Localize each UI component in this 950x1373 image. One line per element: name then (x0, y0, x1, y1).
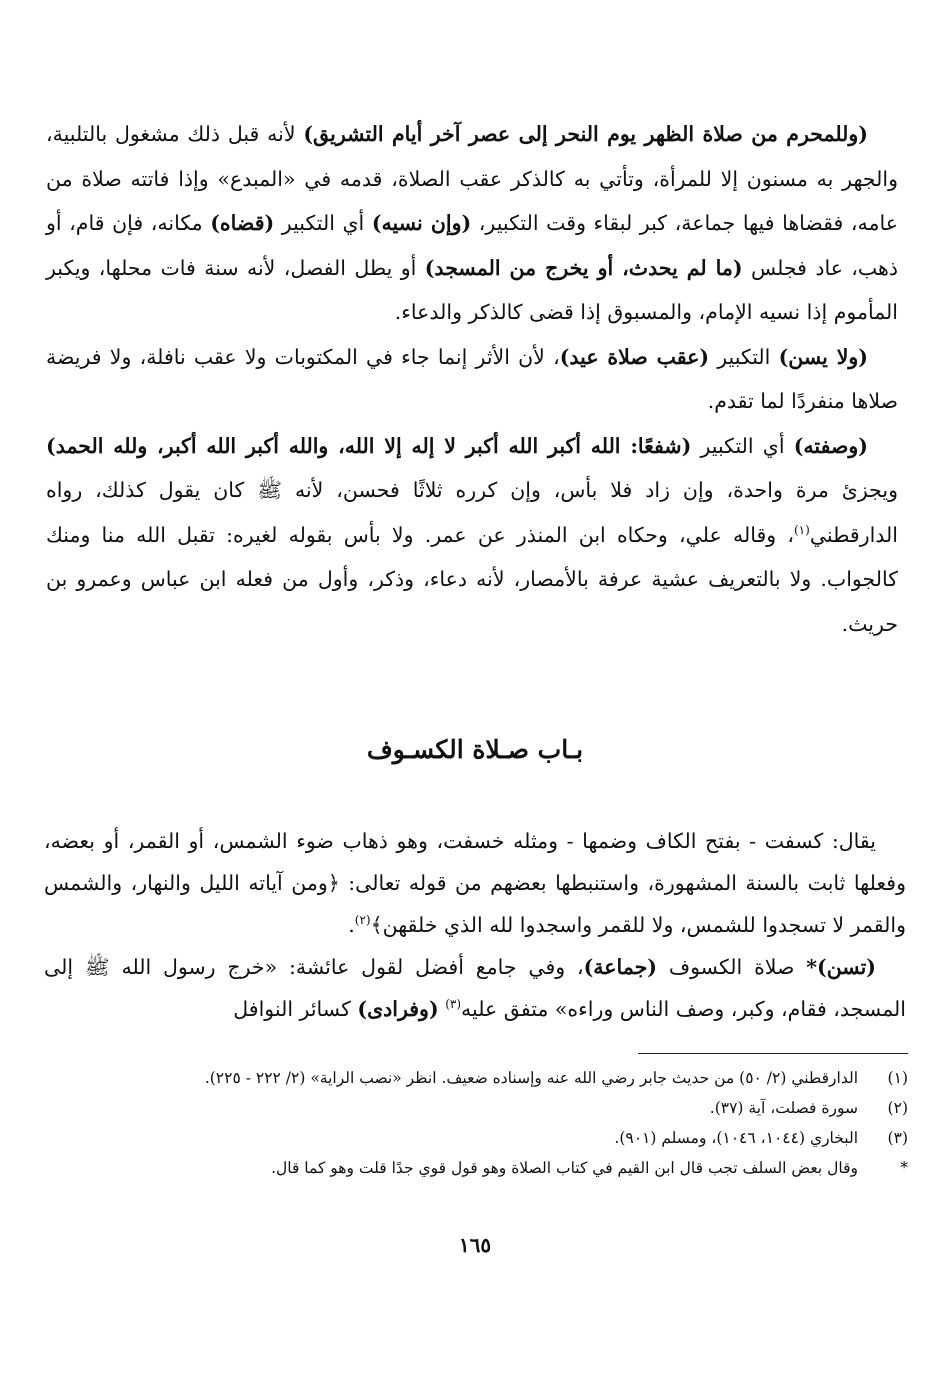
matn-text: (وفرادى) (357, 997, 439, 1021)
commentary-text: ويجزئ مرة واحدة، وإن زاد فلا بأس، وإن كرره ثلاثًا فحسن، لأنه ﷺ كان يقول كذلك، رواه الدارقطني (46, 478, 898, 547)
matn-text: (عقب صلاة عيد) (559, 344, 710, 369)
footnote-reference: (٢) (354, 913, 371, 928)
footnote-text: البخاري (١٠٤٤، ١٠٤٦)، ومسلم (٩٠١). (614, 1129, 858, 1147)
footnote-text: الدارقطني (٢/ ٥٠) من حديث جابر رضي الله عنه وإسناده ضعيف. انظر «نصب الراية» (٢/ ٢٢٢ - ٢٢٥). (204, 1069, 858, 1087)
footnote-reference: (١) (793, 522, 810, 537)
commentary-text: لأنه قبل ذلك مشغول بالتلبية، والجهر به مسنون إلا للمرأة، وتأتي به كالذكر عقب الصلاة، قدمه في «المبدع» وإذا فاتته صلاة من عامه، فقضاها فيها جماعة، كبر لبقاء وقت التكبير، (46, 122, 898, 235)
main-text-block (46, 112, 898, 646)
paragraph (46, 112, 898, 335)
commentary-text: مكانه، فإن قام، أو ذهب، عاد فجلس (46, 211, 898, 280)
commentary-text: أو يطل الفصل، لأنه سنة فات محلها، ويكبر المأموم إذا نسيه الإمام، والمسبوق إذا قضى كالذكر والدعاء. (46, 255, 898, 324)
matn-text: (ولا يسن) (778, 344, 869, 369)
chapter-text-block (44, 820, 906, 1030)
footnotes (42, 1063, 908, 1183)
commentary-text: أي التكبير (691, 433, 794, 458)
footnote-text: وقال بعض السلف تجب قال ابن القيم في كتاب الصلاة وهو قول قوي جدًا قلت وهو كما قال. (271, 1159, 858, 1177)
paragraph (44, 946, 906, 1030)
footnote-divider (638, 1053, 908, 1054)
footnote (42, 1093, 908, 1123)
matn-text: (وإن نسيه) (371, 211, 472, 235)
footnote-mark: (١) (887, 1069, 908, 1087)
commentary-text: ، وفي جامع أفضل لقول عائشة: «خرج رسول الله ﷺ إلى المسجد، فقام، وكبر، وصف الناس وراءه» متفق عليه (44, 955, 906, 1021)
paragraph (46, 424, 898, 647)
commentary-text: كسائر النوافل (233, 997, 358, 1021)
commentary-text: أي التكبير (274, 211, 372, 235)
page-number: ١٦٥ (458, 1233, 492, 1257)
paragraph (44, 820, 906, 946)
matn-text: (شفعًا: الله أكبر الله أكبر لا إله إلا الله، والله أكبر الله أكبر، ولله الحمد) (46, 433, 692, 458)
commentary-text: التكبير (709, 344, 779, 369)
footnote (42, 1123, 908, 1153)
matn-text: (تسن)* (806, 955, 876, 979)
paragraph (46, 335, 898, 424)
matn-text: (ما لم يحدث، أو يخرج من المسجد) (424, 255, 743, 280)
footnote (42, 1063, 908, 1093)
matn-text: (وصفته) (793, 433, 868, 458)
footnote-mark: (٣) (887, 1129, 908, 1147)
footnote-text: سورة فصلت، آية (٣٧). (709, 1099, 858, 1117)
chapter-title: بـاب صـلاة الكسـوف (366, 735, 584, 764)
commentary-text: يقال: كسفت - بفتح الكاف وضمها - ومثله خسفت، وهو ذهاب ضوء الشمس، أو القمر، أو بعضه، وفعلها ثابت بالسنة المشهورة، واستنبطها بعضهم من قوله تعالى: ﴿ومن آياته الليل والنهار، والشمس والقمر لا تسجدوا للشمس، ولا للقمر واسجدوا لله الذي خلقهن﴾ (44, 829, 906, 937)
matn-text: (قضاه) (210, 211, 275, 235)
footnote-mark: (٢) (887, 1099, 908, 1117)
footnote-reference: (٣) (445, 997, 462, 1012)
matn-text: (جماعة) (583, 955, 658, 979)
commentary-text: ، وقاله علي، وحكاه ابن المنذر عن عمر. ولا بأس بقوله لغيره: تقبل الله منا ومنك كالجواب. ولا بالتعريف عشية عرفة بالأمصار، لأنه دعاء، وذكر، وأول من فعله ابن عباس وعمرو بن حريث. (46, 522, 898, 636)
commentary-text: ، لأن الأثر إنما جاء في المكتوبات ولا عقب نافلة، ولا فريضة صلاها منفردًا لما تقدم. (46, 344, 898, 413)
commentary-text: . (348, 913, 355, 937)
footnote (42, 1153, 908, 1183)
footnote-mark: * (900, 1159, 908, 1177)
matn-text: (وللمحرم من صلاة الظهر يوم النحر إلى عصر آخر أيام التشريق) (303, 122, 868, 146)
commentary-text: صلاة الكسوف (657, 955, 807, 979)
